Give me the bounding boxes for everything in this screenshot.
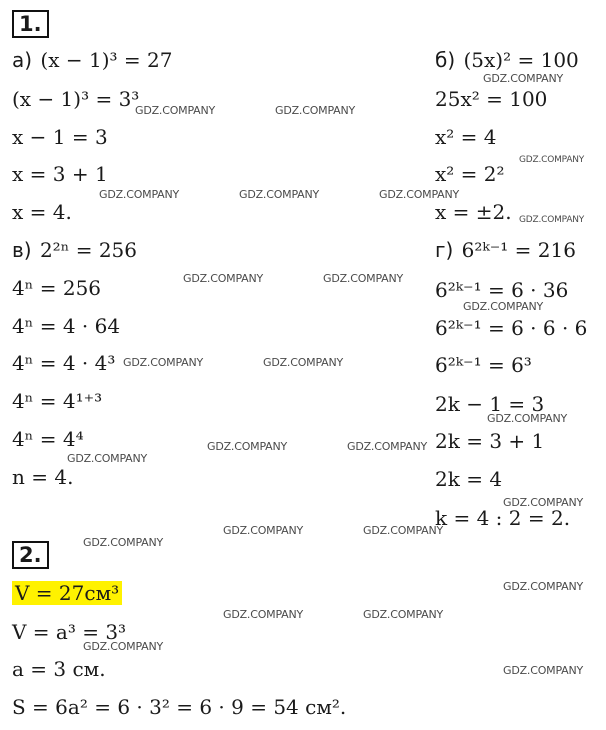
watermark: GDZ.COMPANY <box>519 215 585 225</box>
watermark: GDZ.COMPANY <box>239 188 320 201</box>
task-1g-line-3: 6²ᵏ⁻¹ = 6 · 6 · 6 <box>435 316 588 340</box>
task-1g-line-8: k = 4 : 2 = 2. <box>435 506 571 530</box>
watermark: GDZ.COMPANY <box>223 524 304 537</box>
watermark: GDZ.COMPANY <box>483 72 564 85</box>
task-1g-label: г) <box>435 238 454 262</box>
task-2-number: 2. <box>12 541 49 569</box>
task-1b-line-1: б) (5x)² = 100 <box>435 48 579 72</box>
watermark: GDZ.COMPANY <box>207 440 288 453</box>
task-1b-line-2: 25x² = 100 <box>435 87 548 111</box>
task-2-line-2: a = 3 см. <box>12 657 106 681</box>
task-1-number: 1. <box>12 10 49 38</box>
watermark: GDZ.COMPANY <box>487 412 568 425</box>
task-1b-line-3: x² = 4 <box>435 125 497 149</box>
watermark: GDZ.COMPANY <box>363 608 444 621</box>
watermark: GDZ.COMPANY <box>363 524 444 537</box>
watermark: GDZ.COMPANY <box>67 452 148 465</box>
watermark: GDZ.COMPANY <box>379 188 460 201</box>
watermark: GDZ.COMPANY <box>123 356 204 369</box>
task-1v-line-3: 4ⁿ = 4 · 64 <box>12 314 121 338</box>
task-1b-line-4: x² = 2² <box>435 162 505 186</box>
watermark: GDZ.COMPANY <box>223 608 304 621</box>
task-1g-line-1: г) 6²ᵏ⁻¹ = 216 <box>435 238 576 262</box>
watermark: GDZ.COMPANY <box>323 272 404 285</box>
watermark: GDZ.COMPANY <box>83 536 164 549</box>
task-1a-line-4: x = 3 + 1 <box>12 162 108 186</box>
watermark: GDZ.COMPANY <box>83 640 164 653</box>
task-1a-line-5: x = 4. <box>12 200 72 224</box>
watermark: GDZ.COMPANY <box>263 356 344 369</box>
task-2-line-3: S = 6a² = 6 · 3² = 6 · 9 = 54 см². <box>12 695 347 719</box>
task-1g-line-5: 2k − 1 = 3 <box>435 392 545 416</box>
task-1v-line-5: 4ⁿ = 4¹⁺³ <box>12 389 103 413</box>
task-1v-line-4: 4ⁿ = 4 · 4³ <box>12 351 116 375</box>
task-1v-line-7: n = 4. <box>12 465 74 489</box>
task-1v-line-2: 4ⁿ = 256 <box>12 276 102 300</box>
given-highlight: V = 27см³ <box>12 581 122 605</box>
watermark: GDZ.COMPANY <box>99 188 180 201</box>
task-1v-label: в) <box>12 238 32 262</box>
watermark: GDZ.COMPANY <box>463 300 544 313</box>
watermark: GDZ.COMPANY <box>503 580 584 593</box>
task-1a-label: а) <box>12 48 33 72</box>
watermark: GDZ.COMPANY <box>519 155 585 165</box>
task-1b-line-5: x = ±2. <box>435 200 512 224</box>
task-1g-line-7: 2k = 4 <box>435 467 503 491</box>
task-1v-line-6: 4ⁿ = 4⁴ <box>12 427 84 451</box>
watermark: GDZ.COMPANY <box>275 104 356 117</box>
task-1g-line-2: 6²ᵏ⁻¹ = 6 · 36 <box>435 278 569 302</box>
task-2-line-1: V = a³ = 3³ <box>12 620 127 644</box>
task-1a-line-2: (x − 1)³ = 3³ <box>12 87 140 111</box>
task-1v-line-1: в) 2²ⁿ = 256 <box>12 238 137 262</box>
watermark: GDZ.COMPANY <box>503 664 584 677</box>
watermark: GDZ.COMPANY <box>347 440 428 453</box>
task-1a-line-3: x − 1 = 3 <box>12 125 108 149</box>
watermark: GDZ.COMPANY <box>183 272 264 285</box>
task-2-given <box>12 580 122 606</box>
watermark: GDZ.COMPANY <box>135 104 216 117</box>
task-1a-line-1: а) (x − 1)³ = 27 <box>12 48 173 72</box>
task-1g-line-6: 2k = 3 + 1 <box>435 429 545 453</box>
task-1g-line-4: 6²ᵏ⁻¹ = 6³ <box>435 353 532 377</box>
task-1b-label: б) <box>435 48 456 72</box>
watermark: GDZ.COMPANY <box>503 496 584 509</box>
